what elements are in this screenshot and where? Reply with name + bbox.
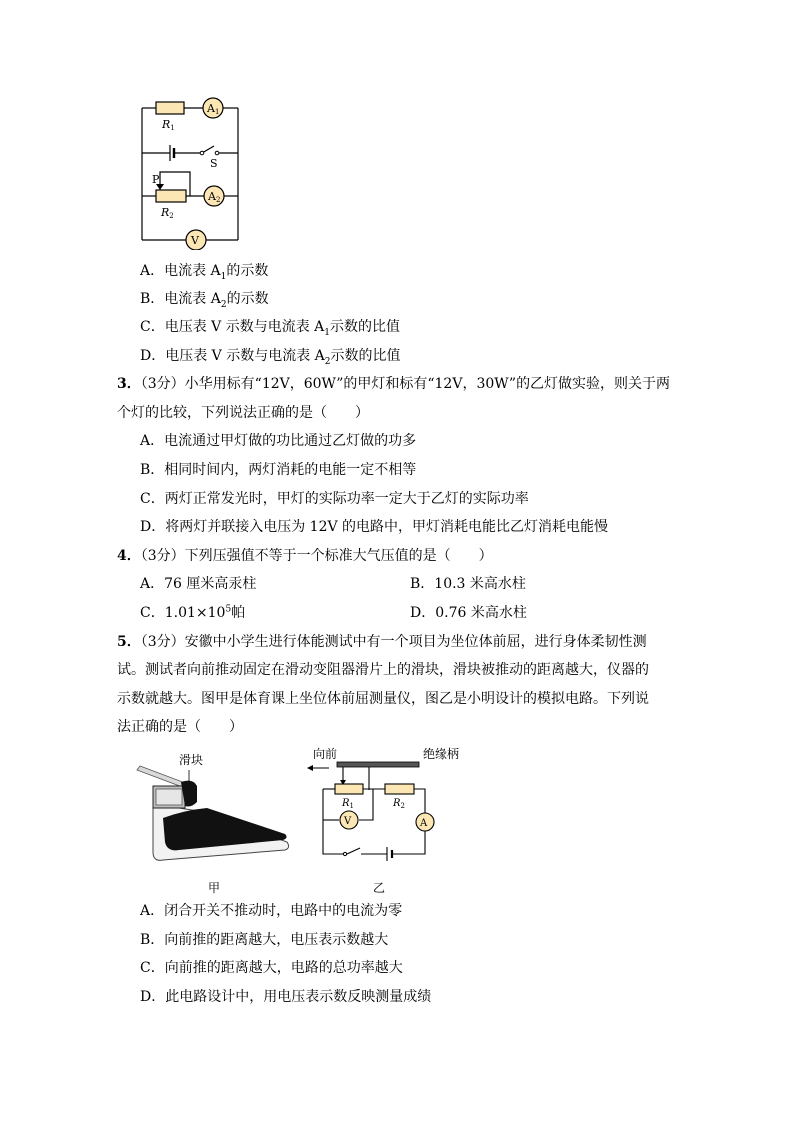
q2-option-c: C．电压表 V 示数与电流表 $A_1$示数的比值 bbox=[140, 319, 401, 338]
q5-stem-line-3: 示数就越大。图甲是体育课上坐位体前屈测量仪，图乙是小明设计的模拟电路。下列说 bbox=[117, 691, 649, 707]
figure-yi-caption: 乙 bbox=[373, 881, 386, 895]
figure-yi-circuit bbox=[305, 742, 475, 897]
ammeter-a2-label: A2 bbox=[208, 190, 221, 204]
circuit-diagram-1 bbox=[130, 90, 255, 250]
q3-stem-line-1: 3．（3分）小华用标有“12V，60W”的甲灯和标有“12V，30W”的乙灯做实验，则关于两 bbox=[117, 376, 671, 392]
yi-r1-label: $R_1$ bbox=[342, 798, 354, 810]
yi-r2-label: $R_2$ bbox=[393, 798, 405, 810]
figure-jia-caption: 甲 bbox=[208, 881, 221, 895]
q3-option-d: D．将两灯并联接入电压为 12V 的电路中，甲灯消耗电能比乙灯消耗电能慢 bbox=[140, 519, 609, 535]
q3-option-c: C．两灯正常发光时，甲灯的实际功率一定大于乙灯的实际功率 bbox=[140, 491, 529, 507]
resistor-r2-label: R2 bbox=[161, 206, 174, 220]
insulated-handle-label: 绝缘柄 bbox=[423, 747, 460, 761]
q2-option-d: D．电压表 V 示数与电流表 $A_2$示数的比值 bbox=[140, 348, 401, 367]
q5-option-d: D．此电路设计中，用电压表示数反映测量成绩 bbox=[140, 989, 432, 1005]
voltmeter-label: V bbox=[191, 234, 199, 247]
q3-option-a: A．电流通过甲灯做的功比通过乙灯做的功多 bbox=[140, 433, 417, 449]
q5-stem-line-1: 5．（3分）安徽中小学生进行体能测试中有一个项目为坐位体前屈，进行身体柔韧性测 bbox=[117, 634, 647, 650]
switch-label: S bbox=[210, 157, 218, 170]
q4-stem: 4．（3分）下列压强值不等于一个标准大气压值的是（ ） bbox=[117, 548, 493, 564]
yi-voltmeter-label: V bbox=[344, 816, 352, 827]
q3-option-b: B．相同时间内，两灯消耗的电能一定不相等 bbox=[140, 462, 417, 478]
q2-option-b: B．电流表 $A_2$的示数 bbox=[140, 291, 269, 310]
slider-block-label: 滑块 bbox=[179, 753, 204, 767]
q5-stem-line-2: 试。测试者向前推动固定在滑动变阻器滑片上的滑块，滑块被推动的距离越大，仪器的 bbox=[117, 662, 649, 678]
ammeter-a1-label: A1 bbox=[207, 102, 220, 116]
forward-label: 向前 bbox=[313, 747, 338, 761]
q2-option-a: A．电流表 $A_1$的示数 bbox=[140, 263, 269, 282]
q5-option-b: B．向前推的距离越大，电压表示数越大 bbox=[140, 932, 389, 948]
q4-option-b: B．10.3 米高水柱 bbox=[410, 576, 526, 592]
q5-option-c: C．向前推的距离越大，电路的总功率越大 bbox=[140, 960, 403, 976]
q4-option-a: A．76 厘米高汞柱 bbox=[140, 576, 257, 592]
figure-jia-device bbox=[135, 742, 295, 897]
yi-ammeter-label: A bbox=[420, 818, 428, 829]
resistor-r1-label: R1 bbox=[162, 118, 175, 132]
q4-option-c: C．$1.01\times 10^5$帕 bbox=[140, 604, 246, 621]
q4-option-d: D．0.76 米高水柱 bbox=[410, 605, 527, 621]
q3-stem-line-2: 个灯的比较，下列说法正确的是（ ） bbox=[117, 405, 369, 421]
q5-stem-line-4: 法正确的是（ ） bbox=[117, 719, 243, 735]
slider-label: P bbox=[152, 173, 160, 186]
q5-option-a: A．闭合开关不推动时，电路中的电流为零 bbox=[140, 903, 403, 919]
